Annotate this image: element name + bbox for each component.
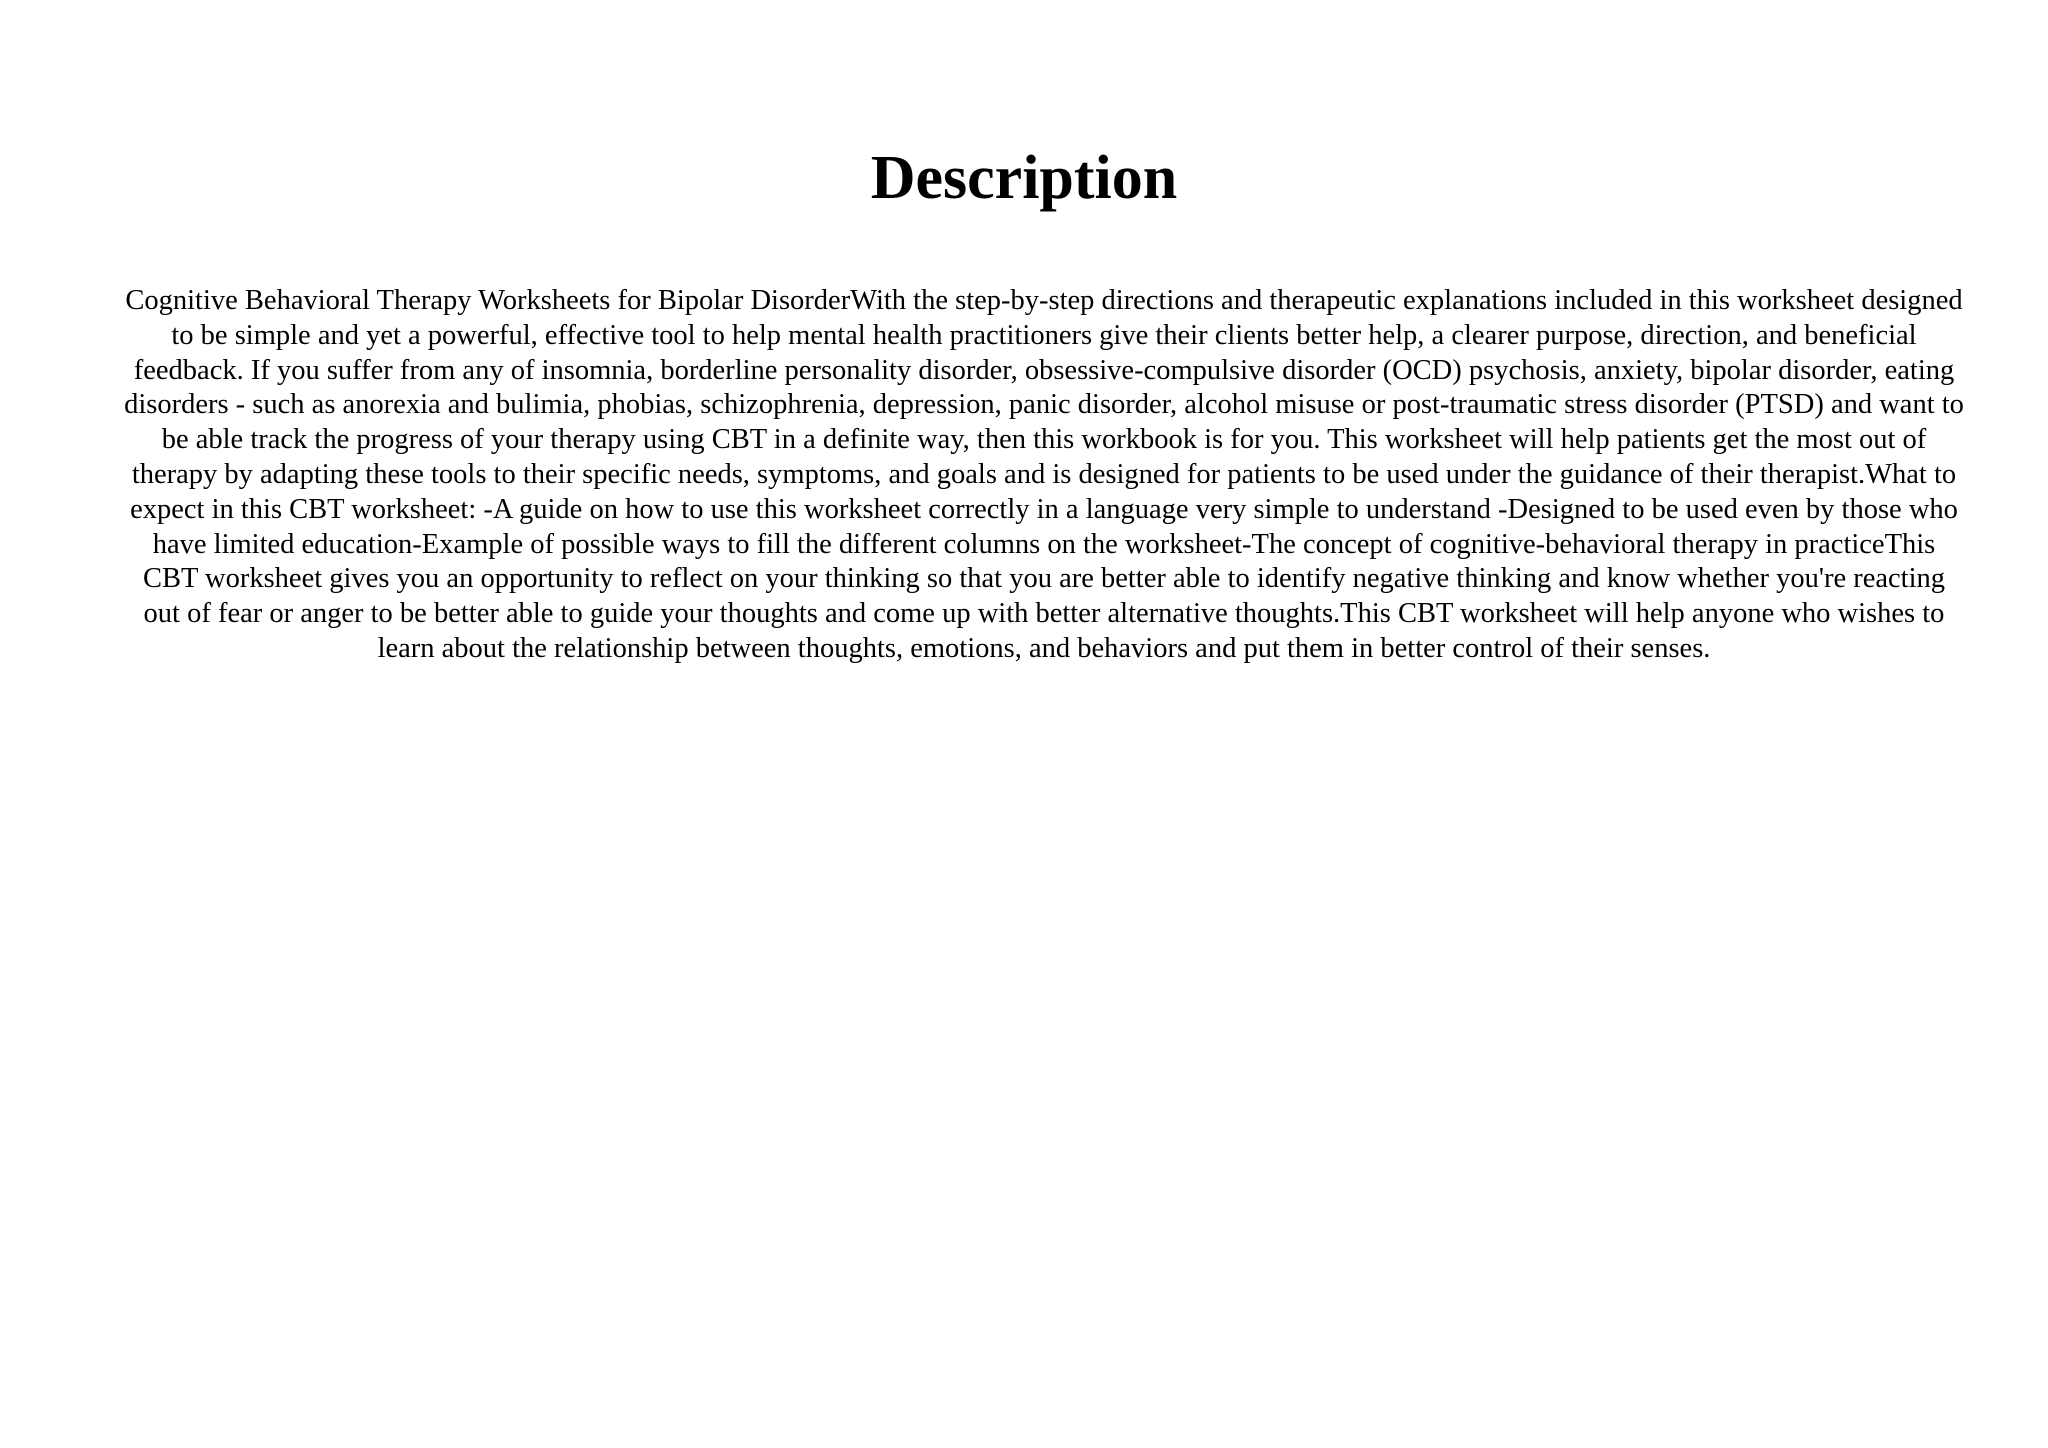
description-paragraph: Cognitive Behavioral Therapy Worksheets for Bipolar DisorderWith the step-by-step directions and therapeutic explanations included in this worksheet designed to be simple and yet a powerful, effective tool to help mental health practitioners give their clients better help, a clearer purpose, direction, and beneficial feedback. If you suffer from any of insomnia, borderline personality disorder, obsessive-compulsive disorder (OCD) psychosis, anxiety, bipolar disorder, eating disorders - such as anorexia and bulimia, phobias, schizophrenia, depression, panic disorder, alcohol misuse or post-traumatic stress disorder (PTSD) and want to be able track the progress of your therapy using CBT in a definite way, then this workbook is for you. This worksheet will help patients get the most out of therapy by adapting these tools to their specific needs, symptoms, and goals and is designed for patients to be used under the guidance of their therapist.What to expect in this CBT worksheet: -A guide on how to use this worksheet correctly in a language very simple to understand -Designed to be used even by those who have limited education-Example of possible ways to fill the different columns on the worksheet-The concept of cognitive-behavioral therapy in practiceThis CBT worksheet gives you an opportunity to reflect on your thinking so that you are better able to identify negative thinking and know whether you're reacting out of fear or anger to be better able to guide your thoughts and come up with better alternative thoughts.This CBT worksheet will help anyone who wishes to learn about the relationship between thoughts, emotions, and behaviors and put them in better control of their senses. (124, 285, 1964, 664)
page-title: Description (870, 144, 1178, 212)
